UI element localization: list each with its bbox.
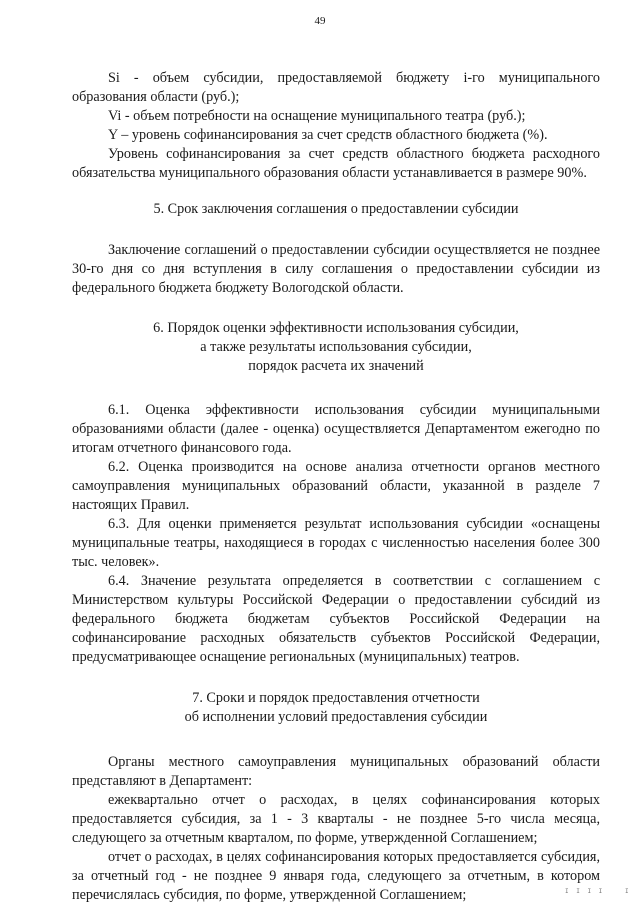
section-7-title-line: об исполнении условий предоставления субсидии <box>184 709 488 725</box>
annual-report-paragraph: отчет о расходах, в целях софинансирования которых предоставляется субсидия, за отчетный год - не позднее 9 января года, следующего за отчетным, в котором перечислялась субсидия, по форме, утвержденной Соглашением; <box>72 849 600 903</box>
formula-y-definition: Y – уровень софинансирования за счет средств областного бюджета (%). <box>108 127 548 143</box>
quarterly-report-paragraph: ежеквартально отчет о расходах, в целях софинансирования которых предоставляется субсидия, за 1 - 3 кварталы - не позднее 5-го числа месяца, следующего за отчетным кварталом, по форме, утвержденной Соглашением; <box>72 792 600 846</box>
section-6-4-paragraph: 6.4. Значение результата определяется в соответствии с соглашением с Министерством культуры Российской Федерации о предоставлении субсидий из федерального бюджета бюджетам субъектов Российской Федерации на софинансирование расходных обязательств субъектов Российской Федерации, предусматривающее оснащение региональных (муниципальных) театров. <box>72 573 600 665</box>
formula-vi-definition: Vi - объем потребности на оснащение муниципального театра (руб.); <box>108 108 526 124</box>
section-6-title <box>72 319 600 376</box>
formula-si-definition: Si - объем субсидии, предоставляемой бюджету i-го муниципального образования области (руб.); <box>72 70 600 105</box>
section-6-title-line: а также результаты использования субсидии, <box>200 339 472 355</box>
scan-mark: I I I I <box>565 888 605 895</box>
section-7-title-line: 7. Сроки и порядок предоставления отчетности <box>192 690 480 706</box>
section-6-2-paragraph: 6.2. Оценка производится на основе анализа отчетности органов местного самоуправления муниципальных образований области, указанной в разделе 7 настоящих Правил. <box>72 459 600 513</box>
section-5-title: 5. Срок заключения соглашения о предоставлении субсидии <box>153 201 519 217</box>
section-6-3-paragraph: 6.3. Для оценки применяется результат использования субсидии «оснащены муниципальные театры, находящиеся в городах с численностью населения более 300 тыс. человек». <box>72 516 600 570</box>
section-6-title-line: 6. Порядок оценки эффективности использования субсидии, <box>153 320 519 336</box>
section-7-intro-paragraph: Органы местного самоуправления муниципальных образований области представляют в Департамент: <box>72 754 600 789</box>
section-5-paragraph: Заключение соглашений о предоставлении субсидии осуществляется не позднее 30-го дня со дня вступления в силу соглашения о предоставлении субсидии из федерального бюджета бюджету Вологодской области. <box>72 242 600 296</box>
cofinancing-level-paragraph: Уровень софинансирования за счет средств областного бюджета расходного обязательства муниципального образования области устанавливается в размере 90%. <box>72 146 600 181</box>
document-body <box>72 69 600 905</box>
page-number: 49 <box>314 15 326 27</box>
section-6-title-line: порядок расчета их значений <box>248 358 424 374</box>
scan-edge-mark: I <box>625 888 629 895</box>
section-6-1-paragraph: 6.1. Оценка эффективности использования субсидии муниципальными образованиями области (далее - оценка) осуществляется Департаментом ежегодно по итогам отчетного финансового года. <box>72 402 600 456</box>
section-7-title <box>72 689 600 727</box>
